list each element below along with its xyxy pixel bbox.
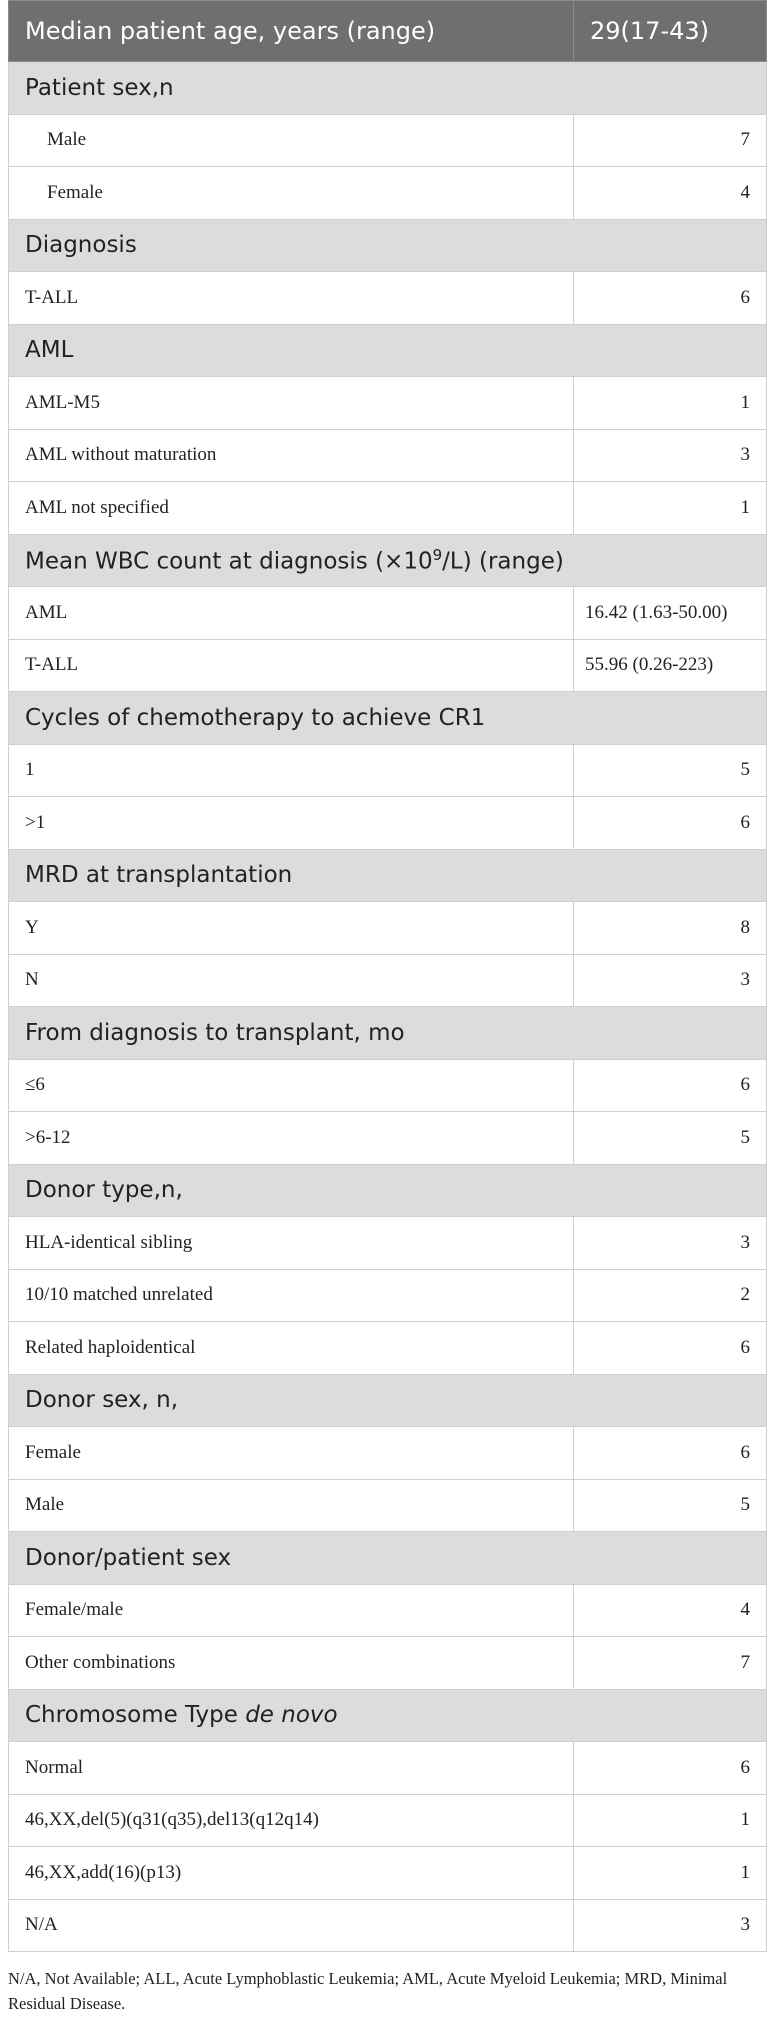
row-value: 6 <box>574 272 767 325</box>
section-title: Cycles of chemotherapy to achieve CR1 <box>9 692 767 745</box>
row-value: 1 <box>574 1794 767 1847</box>
row-label: T-ALL <box>9 639 574 692</box>
row-label: Normal <box>9 1742 574 1795</box>
row-value: 6 <box>574 1059 767 1112</box>
row-label: 46,XX,add(16)(p13) <box>9 1847 574 1900</box>
table-row <box>9 272 767 325</box>
row-label: Male <box>9 1479 574 1532</box>
section-title: From diagnosis to transplant, mo <box>9 1007 767 1060</box>
section-row <box>9 324 767 377</box>
table-row <box>9 1322 767 1375</box>
section-title-em: de novo <box>245 1702 338 1729</box>
section-title: Diagnosis <box>9 219 767 272</box>
row-value: 55.96 (0.26-223) <box>574 639 767 692</box>
row-value: 6 <box>574 1742 767 1795</box>
row-label: Male <box>47 129 87 151</box>
section-row <box>9 1164 767 1217</box>
section-row <box>9 692 767 745</box>
row-label: Other combinations <box>9 1637 574 1690</box>
header-value: 29(17-43) <box>574 1 767 62</box>
row-label: N/A <box>9 1899 574 1952</box>
section-title: MRD at transplantation <box>9 849 767 902</box>
row-label: T-ALL <box>9 272 574 325</box>
section-title <box>9 534 767 587</box>
table-row <box>9 639 767 692</box>
row-value: 5 <box>574 744 767 797</box>
section-title: Donor/patient sex <box>9 1532 767 1585</box>
section-title-pre: Chromosome Type <box>25 1702 246 1729</box>
row-value: 1 <box>574 377 767 430</box>
section-row <box>9 1374 767 1427</box>
section-row <box>9 62 767 115</box>
row-value: 7 <box>574 1637 767 1690</box>
row-value: 1 <box>574 482 767 535</box>
table-row <box>9 1427 767 1480</box>
table-row <box>9 482 767 535</box>
row-value: 4 <box>574 167 767 220</box>
section-title: Donor type,n, <box>9 1164 767 1217</box>
section-row <box>9 1532 767 1585</box>
row-label: 10/10 matched unrelated <box>9 1269 574 1322</box>
section-row <box>9 1689 767 1742</box>
row-value: 6 <box>574 1322 767 1375</box>
section-row <box>9 219 767 272</box>
table-footnote: N/A, Not Available; ALL, Acute Lymphoblastic Leukemia; AML, Acute Myeloid Leukemia; MRD, Minimal Residual Disease. <box>8 1969 728 2013</box>
row-value: 6 <box>574 797 767 850</box>
row-label: AML <box>9 587 574 640</box>
table-row <box>9 902 767 955</box>
row-label: >1 <box>9 797 574 850</box>
table-row <box>9 377 767 430</box>
patient-characteristics-table <box>8 0 767 1952</box>
table-row <box>9 797 767 850</box>
row-label: AML not specified <box>9 482 574 535</box>
table-row <box>9 1584 767 1637</box>
row-label: 46,XX,del(5)(q31(q35),del13(q12q14) <box>9 1794 574 1847</box>
row-value: 16.42 (1.63-50.00) <box>574 587 767 640</box>
table-row <box>9 1794 767 1847</box>
row-label: HLA-identical sibling <box>9 1217 574 1270</box>
row-value: 7 <box>574 114 767 167</box>
table-row <box>9 1269 767 1322</box>
section-title-pre: Mean WBC count at diagnosis (×10 <box>25 548 433 575</box>
table-container <box>8 0 766 1952</box>
row-label: ≤6 <box>9 1059 574 1112</box>
row-label: >6-12 <box>9 1112 574 1165</box>
section-row <box>9 849 767 902</box>
row-label: Female <box>47 181 103 203</box>
row-value: 8 <box>574 902 767 955</box>
section-title: Donor sex, n, <box>9 1374 767 1427</box>
section-row <box>9 534 767 587</box>
row-label: Female/male <box>9 1584 574 1637</box>
row-value: 5 <box>574 1112 767 1165</box>
row-label: Related haploidentical <box>9 1322 574 1375</box>
row-value: 5 <box>574 1479 767 1532</box>
row-label: Female <box>9 1427 574 1480</box>
row-label: AML-M5 <box>9 377 574 430</box>
table-row <box>9 114 767 167</box>
row-value: 3 <box>574 954 767 1007</box>
table-row <box>9 1637 767 1690</box>
table-header-row <box>9 1 767 62</box>
header-label: Median patient age, years (range) <box>9 1 574 62</box>
row-value: 4 <box>574 1584 767 1637</box>
row-value: 1 <box>574 1847 767 1900</box>
table-row <box>9 954 767 1007</box>
section-title: AML <box>9 324 767 377</box>
row-label: N <box>9 954 574 1007</box>
table-row <box>9 1479 767 1532</box>
table-row <box>9 1112 767 1165</box>
table-row <box>9 587 767 640</box>
table-row <box>9 429 767 482</box>
table-row <box>9 744 767 797</box>
row-label: 1 <box>9 744 574 797</box>
row-value: 3 <box>574 429 767 482</box>
row-label: AML without maturation <box>9 429 574 482</box>
row-value: 3 <box>574 1899 767 1952</box>
table-row <box>9 1217 767 1270</box>
table-row <box>9 1059 767 1112</box>
table-row <box>9 1899 767 1952</box>
section-title-post: /L) (range) <box>442 548 564 575</box>
section-title <box>9 1689 767 1742</box>
table-row <box>9 167 767 220</box>
table-row <box>9 1742 767 1795</box>
row-value: 3 <box>574 1217 767 1270</box>
table-row <box>9 1847 767 1900</box>
row-value: 2 <box>574 1269 767 1322</box>
section-row <box>9 1007 767 1060</box>
row-value: 6 <box>574 1427 767 1480</box>
row-label: Y <box>9 902 574 955</box>
section-title: Patient sex,n <box>9 62 767 115</box>
section-title-sup: 9 <box>432 545 443 564</box>
